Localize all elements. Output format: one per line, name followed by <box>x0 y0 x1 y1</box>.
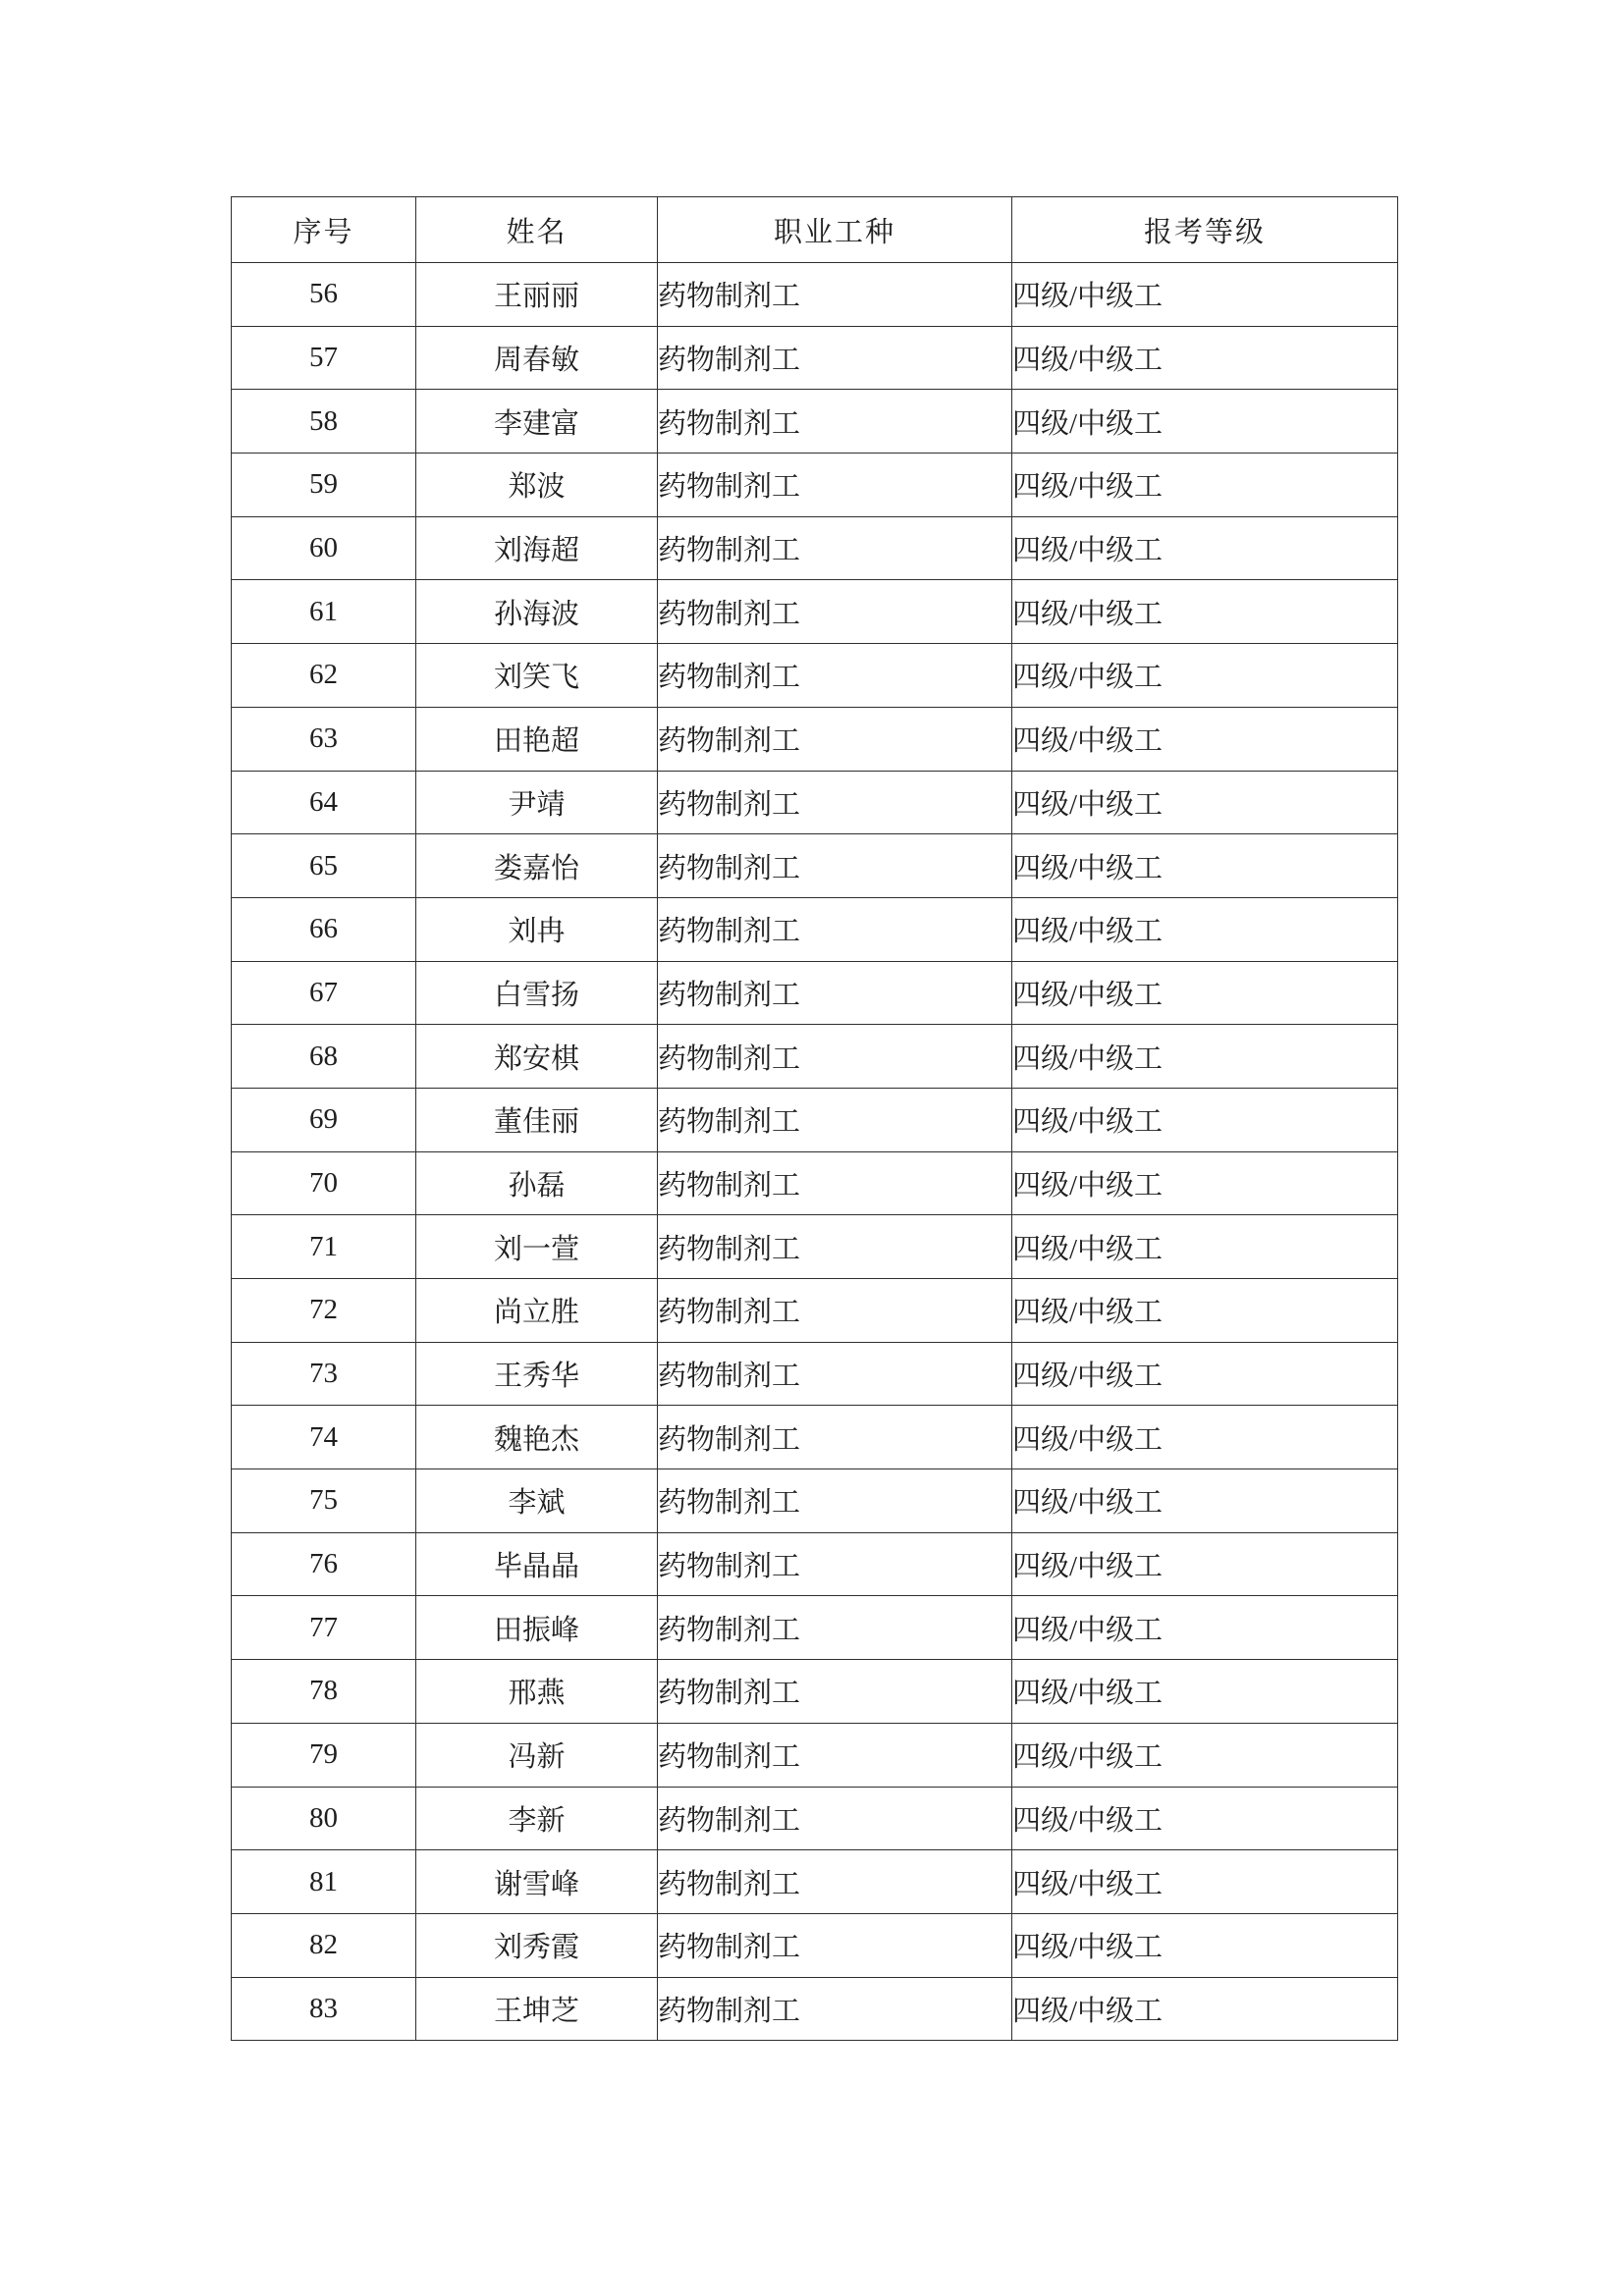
cell-occupation: 药物制剂工 <box>658 834 1012 898</box>
table-row <box>232 1151 1398 1215</box>
cell-no: 81 <box>232 1850 416 1914</box>
cell-no: 77 <box>232 1596 416 1660</box>
cell-name: 冯新 <box>416 1723 658 1787</box>
cell-level: 四级/中级工 <box>1012 1406 1398 1469</box>
cell-occupation: 药物制剂工 <box>658 1723 1012 1787</box>
table-header <box>232 197 1398 263</box>
table-row <box>232 1977 1398 2041</box>
cell-name: 毕晶晶 <box>416 1532 658 1596</box>
cell-occupation: 药物制剂工 <box>658 1279 1012 1343</box>
cell-no: 58 <box>232 390 416 454</box>
cell-no: 72 <box>232 1279 416 1343</box>
cell-no: 74 <box>232 1406 416 1469</box>
cell-level: 四级/中级工 <box>1012 1660 1398 1724</box>
cell-level: 四级/中级工 <box>1012 1532 1398 1596</box>
cell-occupation: 药物制剂工 <box>658 644 1012 708</box>
table-row <box>232 1469 1398 1533</box>
table-row <box>232 1025 1398 1089</box>
table-header-row <box>232 197 1398 263</box>
table-row <box>232 580 1398 644</box>
table-row <box>232 834 1398 898</box>
cell-level: 四级/中级工 <box>1012 516 1398 580</box>
cell-no: 66 <box>232 897 416 961</box>
table-row <box>232 1215 1398 1279</box>
cell-no: 76 <box>232 1532 416 1596</box>
cell-name: 刘秀霞 <box>416 1913 658 1977</box>
cell-level: 四级/中级工 <box>1012 263 1398 327</box>
cell-no: 79 <box>232 1723 416 1787</box>
cell-level: 四级/中级工 <box>1012 1723 1398 1787</box>
cell-occupation: 药物制剂工 <box>658 707 1012 771</box>
cell-name: 刘海超 <box>416 516 658 580</box>
cell-occupation: 药物制剂工 <box>658 326 1012 390</box>
cell-no: 69 <box>232 1088 416 1151</box>
table-row <box>232 1913 1398 1977</box>
cell-occupation: 药物制剂工 <box>658 1342 1012 1406</box>
table-row <box>232 390 1398 454</box>
cell-level: 四级/中级工 <box>1012 961 1398 1025</box>
cell-name: 周春敏 <box>416 326 658 390</box>
table-row <box>232 1723 1398 1787</box>
cell-occupation: 药物制剂工 <box>658 961 1012 1025</box>
cell-no: 63 <box>232 707 416 771</box>
cell-level: 四级/中级工 <box>1012 1342 1398 1406</box>
cell-level: 四级/中级工 <box>1012 1088 1398 1151</box>
cell-no: 80 <box>232 1787 416 1850</box>
cell-occupation: 药物制剂工 <box>658 1850 1012 1914</box>
cell-name: 邢燕 <box>416 1660 658 1724</box>
cell-no: 64 <box>232 771 416 834</box>
table-row <box>232 961 1398 1025</box>
cell-level: 四级/中级工 <box>1012 1151 1398 1215</box>
cell-occupation: 药物制剂工 <box>658 1660 1012 1724</box>
cell-occupation: 药物制剂工 <box>658 1532 1012 1596</box>
cell-level: 四级/中级工 <box>1012 1913 1398 1977</box>
cell-name: 刘冉 <box>416 897 658 961</box>
cell-occupation: 药物制剂工 <box>658 771 1012 834</box>
cell-no: 56 <box>232 263 416 327</box>
table-row <box>232 1532 1398 1596</box>
cell-name: 王秀华 <box>416 1342 658 1406</box>
cell-name: 孙海波 <box>416 580 658 644</box>
table-row <box>232 1088 1398 1151</box>
cell-no: 71 <box>232 1215 416 1279</box>
table-row <box>232 1596 1398 1660</box>
cell-no: 60 <box>232 516 416 580</box>
cell-level: 四级/中级工 <box>1012 326 1398 390</box>
cell-level: 四级/中级工 <box>1012 1596 1398 1660</box>
column-header-level: 报考等级 <box>1012 197 1398 263</box>
cell-no: 59 <box>232 454 416 517</box>
cell-no: 83 <box>232 1977 416 2041</box>
cell-no: 65 <box>232 834 416 898</box>
cell-name: 郑安棋 <box>416 1025 658 1089</box>
cell-occupation: 药物制剂工 <box>658 454 1012 517</box>
cell-name: 李建富 <box>416 390 658 454</box>
cell-level: 四级/中级工 <box>1012 390 1398 454</box>
cell-no: 82 <box>232 1913 416 1977</box>
cell-name: 谢雪峰 <box>416 1850 658 1914</box>
cell-no: 68 <box>232 1025 416 1089</box>
column-header-name: 姓名 <box>416 197 658 263</box>
roster-table <box>231 196 1398 2041</box>
cell-occupation: 药物制剂工 <box>658 1215 1012 1279</box>
cell-name: 白雪扬 <box>416 961 658 1025</box>
cell-name: 王坤芝 <box>416 1977 658 2041</box>
cell-name: 李新 <box>416 1787 658 1850</box>
cell-name: 郑波 <box>416 454 658 517</box>
table-row <box>232 897 1398 961</box>
table-row <box>232 644 1398 708</box>
table-row <box>232 454 1398 517</box>
cell-occupation: 药物制剂工 <box>658 1151 1012 1215</box>
cell-level: 四级/中级工 <box>1012 1469 1398 1533</box>
cell-name: 娄嘉怡 <box>416 834 658 898</box>
cell-occupation: 药物制剂工 <box>658 1913 1012 1977</box>
cell-name: 魏艳杰 <box>416 1406 658 1469</box>
cell-level: 四级/中级工 <box>1012 1279 1398 1343</box>
cell-level: 四级/中级工 <box>1012 580 1398 644</box>
cell-no: 57 <box>232 326 416 390</box>
cell-level: 四级/中级工 <box>1012 707 1398 771</box>
table-row <box>232 1279 1398 1343</box>
cell-level: 四级/中级工 <box>1012 1850 1398 1914</box>
cell-occupation: 药物制剂工 <box>658 580 1012 644</box>
table-row <box>232 771 1398 834</box>
cell-no: 61 <box>232 580 416 644</box>
cell-level: 四级/中级工 <box>1012 1215 1398 1279</box>
cell-occupation: 药物制剂工 <box>658 897 1012 961</box>
cell-occupation: 药物制剂工 <box>658 1787 1012 1850</box>
cell-level: 四级/中级工 <box>1012 1787 1398 1850</box>
cell-level: 四级/中级工 <box>1012 1977 1398 2041</box>
column-header-no: 序号 <box>232 197 416 263</box>
cell-no: 67 <box>232 961 416 1025</box>
cell-level: 四级/中级工 <box>1012 897 1398 961</box>
table-row <box>232 1850 1398 1914</box>
cell-name: 田振峰 <box>416 1596 658 1660</box>
table-row <box>232 1660 1398 1724</box>
cell-name: 田艳超 <box>416 707 658 771</box>
cell-occupation: 药物制剂工 <box>658 1977 1012 2041</box>
cell-occupation: 药物制剂工 <box>658 390 1012 454</box>
table-row <box>232 1787 1398 1850</box>
cell-level: 四级/中级工 <box>1012 454 1398 517</box>
cell-name: 尚立胜 <box>416 1279 658 1343</box>
cell-occupation: 药物制剂工 <box>658 1596 1012 1660</box>
table-row <box>232 1342 1398 1406</box>
cell-no: 73 <box>232 1342 416 1406</box>
cell-level: 四级/中级工 <box>1012 834 1398 898</box>
cell-name: 孙磊 <box>416 1151 658 1215</box>
cell-name: 刘一萱 <box>416 1215 658 1279</box>
cell-name: 董佳丽 <box>416 1088 658 1151</box>
cell-name: 尹靖 <box>416 771 658 834</box>
cell-level: 四级/中级工 <box>1012 1025 1398 1089</box>
table-body <box>232 263 1398 2041</box>
table-row <box>232 263 1398 327</box>
table-row <box>232 1406 1398 1469</box>
cell-occupation: 药物制剂工 <box>658 1025 1012 1089</box>
cell-name: 王丽丽 <box>416 263 658 327</box>
table-row <box>232 516 1398 580</box>
column-header-occupation: 职业工种 <box>658 197 1012 263</box>
cell-no: 75 <box>232 1469 416 1533</box>
cell-no: 62 <box>232 644 416 708</box>
cell-name: 李斌 <box>416 1469 658 1533</box>
cell-level: 四级/中级工 <box>1012 771 1398 834</box>
cell-occupation: 药物制剂工 <box>658 1469 1012 1533</box>
cell-no: 78 <box>232 1660 416 1724</box>
table-row <box>232 326 1398 390</box>
cell-level: 四级/中级工 <box>1012 644 1398 708</box>
cell-occupation: 药物制剂工 <box>658 516 1012 580</box>
cell-name: 刘笑飞 <box>416 644 658 708</box>
cell-no: 70 <box>232 1151 416 1215</box>
cell-occupation: 药物制剂工 <box>658 1088 1012 1151</box>
cell-occupation: 药物制剂工 <box>658 263 1012 327</box>
cell-occupation: 药物制剂工 <box>658 1406 1012 1469</box>
table-row <box>232 707 1398 771</box>
